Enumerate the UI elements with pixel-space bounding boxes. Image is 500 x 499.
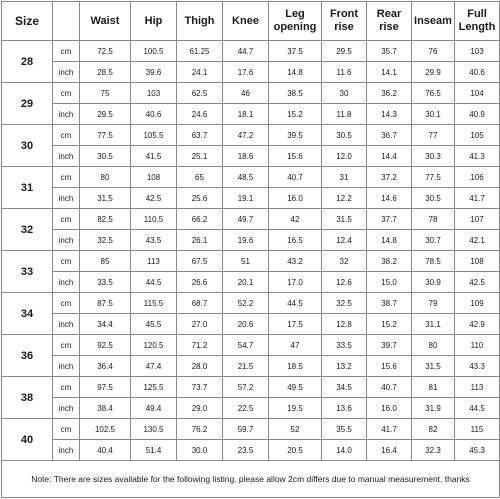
measurement-cell: 66.2: [177, 209, 223, 230]
measurement-cell: 14.6: [367, 188, 412, 209]
unit-cell: inch: [53, 314, 80, 335]
measurement-cell: 43.3: [455, 356, 500, 377]
measurement-cell: 72.5: [80, 41, 131, 62]
table-row: [2, 41, 500, 62]
measurement-cell: 32.5: [322, 293, 367, 314]
measurement-cell: 57.2: [223, 377, 269, 398]
measurement-cell: 97.5: [80, 377, 131, 398]
measurement-cell: 125.5: [131, 377, 177, 398]
measurement-cell: 39.5: [269, 125, 322, 146]
measurement-cell: 14.8: [367, 230, 412, 251]
waist-header: Waist: [80, 2, 131, 41]
measurement-cell: 12.8: [322, 314, 367, 335]
measurement-cell: 73.7: [177, 377, 223, 398]
unit-cell: inch: [53, 356, 80, 377]
measurement-cell: 52: [269, 419, 322, 440]
unit-cell: inch: [53, 62, 80, 83]
unit-cell: inch: [53, 230, 80, 251]
measurement-cell: 15.2: [269, 104, 322, 125]
unit-cell: cm: [53, 335, 80, 356]
front-rise-header: Front rise: [322, 2, 367, 41]
measurement-cell: 75: [80, 83, 131, 104]
measurement-cell: 38.2: [367, 251, 412, 272]
measurement-cell: 85: [80, 251, 131, 272]
leg-opening-header: Leg opening: [269, 2, 322, 41]
size-cell: 30: [2, 125, 53, 167]
table-row: [2, 272, 500, 293]
measurement-cell: 105.5: [131, 125, 177, 146]
measurement-cell: 18.5: [269, 356, 322, 377]
unit-cell: inch: [53, 104, 80, 125]
measurement-cell: 130.5: [131, 419, 177, 440]
measurement-cell: 103: [455, 41, 500, 62]
table-row: [2, 398, 500, 419]
measurement-note: Note: There are sizes available for the following listing. please allow 2cm differs due to manual measurement, thanks: [2, 461, 500, 498]
measurement-cell: 11.6: [322, 62, 367, 83]
measurement-cell: 37.7: [367, 209, 412, 230]
size-cell: 32: [2, 209, 53, 251]
measurement-cell: 11.8: [322, 104, 367, 125]
measurement-cell: 26.6: [177, 272, 223, 293]
measurement-cell: 14.8: [269, 62, 322, 83]
measurement-cell: 32.5: [80, 230, 131, 251]
measurement-cell: 78.5: [412, 251, 455, 272]
measurement-cell: 31.5: [412, 356, 455, 377]
size-cell: 28: [2, 41, 53, 83]
measurement-cell: 80: [412, 335, 455, 356]
table-row: [2, 419, 500, 440]
measurement-cell: 36.7: [367, 125, 412, 146]
size-cell: 29: [2, 83, 53, 125]
table-row: [2, 209, 500, 230]
full-length-header: Full Length: [455, 2, 500, 41]
measurement-cell: 38.4: [80, 398, 131, 419]
unit-cell: inch: [53, 146, 80, 167]
rear-rise-header: Rear rise: [367, 2, 412, 41]
unit-cell: inch: [53, 440, 80, 461]
knee-header: Knee: [223, 2, 269, 41]
measurement-cell: 49.7: [223, 209, 269, 230]
measurement-cell: 77: [412, 125, 455, 146]
unit-cell: cm: [53, 167, 80, 188]
measurement-cell: 52.2: [223, 293, 269, 314]
measurement-cell: 39.7: [367, 335, 412, 356]
measurement-cell: 59.7: [223, 419, 269, 440]
measurement-cell: 31: [322, 167, 367, 188]
measurement-cell: 68.7: [177, 293, 223, 314]
measurement-cell: 12.6: [322, 272, 367, 293]
table-row: [2, 188, 500, 209]
measurement-cell: 28.0: [177, 356, 223, 377]
measurement-cell: 30: [322, 83, 367, 104]
measurement-cell: 42.9: [455, 314, 500, 335]
note-row: [2, 461, 500, 498]
measurement-cell: 42: [269, 209, 322, 230]
measurement-cell: 40.6: [131, 104, 177, 125]
measurement-cell: 30.5: [412, 188, 455, 209]
inseam-header: Inseam: [412, 2, 455, 41]
table-row: [2, 83, 500, 104]
measurement-cell: 82: [412, 419, 455, 440]
measurement-cell: 19.5: [269, 398, 322, 419]
measurement-cell: 33.5: [80, 272, 131, 293]
measurement-cell: 16.0: [269, 188, 322, 209]
measurement-cell: 76.2: [177, 419, 223, 440]
measurement-cell: 12.2: [322, 188, 367, 209]
measurement-cell: 13.2: [322, 356, 367, 377]
measurement-cell: 110.5: [131, 209, 177, 230]
size-cell: 31: [2, 167, 53, 209]
measurement-cell: 22.5: [223, 398, 269, 419]
measurement-cell: 113: [455, 377, 500, 398]
measurement-cell: 31.9: [412, 398, 455, 419]
measurement-cell: 15.0: [367, 272, 412, 293]
table-body: [2, 41, 500, 461]
size-cell: 36: [2, 335, 53, 377]
measurement-cell: 30.1: [412, 104, 455, 125]
measurement-cell: 32: [322, 251, 367, 272]
table-header: [2, 2, 500, 41]
unit-cell: cm: [53, 41, 80, 62]
size-cell: 34: [2, 293, 53, 335]
measurement-cell: 30.9: [412, 272, 455, 293]
measurement-cell: 33.5: [322, 335, 367, 356]
measurement-cell: 16.5: [269, 230, 322, 251]
measurement-cell: 40.7: [269, 167, 322, 188]
table-row: [2, 104, 500, 125]
measurement-cell: 38.7: [367, 293, 412, 314]
measurement-cell: 41.7: [367, 419, 412, 440]
measurement-cell: 76: [412, 41, 455, 62]
table-footer: [2, 461, 500, 498]
unit-cell: cm: [53, 419, 80, 440]
measurement-cell: 100.5: [131, 41, 177, 62]
measurement-cell: 37.5: [269, 41, 322, 62]
measurement-cell: 49.5: [269, 377, 322, 398]
measurement-cell: 76.5: [412, 83, 455, 104]
hip-header: Hip: [131, 2, 177, 41]
measurement-cell: 62.5: [177, 83, 223, 104]
measurement-cell: 43.5: [131, 230, 177, 251]
measurement-cell: 13.6: [322, 398, 367, 419]
measurement-cell: 37.2: [367, 167, 412, 188]
measurement-cell: 14.4: [367, 146, 412, 167]
measurement-cell: 71.2: [177, 335, 223, 356]
measurement-cell: 36.4: [80, 356, 131, 377]
measurement-cell: 30.5: [80, 146, 131, 167]
measurement-cell: 31.5: [322, 209, 367, 230]
measurement-cell: 35.7: [367, 41, 412, 62]
table-row: [2, 314, 500, 335]
size-cell: 38: [2, 377, 53, 419]
unit-cell: inch: [53, 398, 80, 419]
measurement-cell: 27.0: [177, 314, 223, 335]
measurement-cell: 44.7: [223, 41, 269, 62]
measurement-cell: 108: [455, 251, 500, 272]
measurement-cell: 44.5: [455, 398, 500, 419]
measurement-cell: 14.1: [367, 62, 412, 83]
measurement-cell: 31.5: [80, 188, 131, 209]
measurement-cell: 30.0: [177, 440, 223, 461]
measurement-cell: 19.1: [223, 188, 269, 209]
measurement-cell: 18.1: [223, 104, 269, 125]
table-row: [2, 440, 500, 461]
measurement-cell: 43.2: [269, 251, 322, 272]
measurement-cell: 87.5: [80, 293, 131, 314]
table-row: [2, 146, 500, 167]
measurement-cell: 82.5: [80, 209, 131, 230]
measurement-cell: 12.0: [322, 146, 367, 167]
measurement-cell: 41.3: [455, 146, 500, 167]
unit-cell: cm: [53, 83, 80, 104]
measurement-cell: 67.5: [177, 251, 223, 272]
measurement-cell: 106: [455, 167, 500, 188]
measurement-cell: 40.7: [367, 377, 412, 398]
measurement-cell: 78: [412, 209, 455, 230]
measurement-cell: 44.5: [131, 272, 177, 293]
measurement-cell: 41.5: [131, 146, 177, 167]
measurement-cell: 81: [412, 377, 455, 398]
table-row: [2, 356, 500, 377]
measurement-cell: 115: [455, 419, 500, 440]
measurement-cell: 16.4: [367, 440, 412, 461]
table-row: [2, 251, 500, 272]
size-cell: 33: [2, 251, 53, 293]
measurement-cell: 44.5: [269, 293, 322, 314]
measurement-cell: 41.7: [455, 188, 500, 209]
measurement-cell: 108: [131, 167, 177, 188]
measurement-cell: 25.6: [177, 188, 223, 209]
measurement-cell: 24.1: [177, 62, 223, 83]
measurement-cell: 15.6: [367, 356, 412, 377]
measurement-cell: 42.5: [455, 272, 500, 293]
size-header: Size: [2, 2, 53, 41]
measurement-cell: 120.5: [131, 335, 177, 356]
measurement-cell: 47.4: [131, 356, 177, 377]
measurement-cell: 63.7: [177, 125, 223, 146]
measurement-cell: 34.4: [80, 314, 131, 335]
measurement-cell: 38.5: [269, 83, 322, 104]
measurement-cell: 49.4: [131, 398, 177, 419]
header-row: [2, 2, 500, 41]
measurement-cell: 20.6: [223, 314, 269, 335]
measurement-cell: 107: [455, 209, 500, 230]
measurement-cell: 17.0: [269, 272, 322, 293]
measurement-cell: 28.5: [80, 62, 131, 83]
measurement-cell: 36.2: [367, 83, 412, 104]
measurement-cell: 105: [455, 125, 500, 146]
measurement-cell: 17.6: [223, 62, 269, 83]
measurement-cell: 30.5: [322, 125, 367, 146]
measurement-cell: 51: [223, 251, 269, 272]
table-row: [2, 167, 500, 188]
measurement-cell: 29.9: [412, 62, 455, 83]
measurement-cell: 29.0: [177, 398, 223, 419]
unit-cell: cm: [53, 125, 80, 146]
measurement-cell: 14.0: [322, 440, 367, 461]
measurement-cell: 45.5: [131, 314, 177, 335]
measurement-cell: 42.5: [131, 188, 177, 209]
measurement-cell: 61.25: [177, 41, 223, 62]
measurement-cell: 17.5: [269, 314, 322, 335]
measurement-cell: 23.5: [223, 440, 269, 461]
table-row: [2, 377, 500, 398]
unit-cell: inch: [53, 272, 80, 293]
measurement-cell: 30.3: [412, 146, 455, 167]
measurement-cell: 103: [131, 83, 177, 104]
measurement-cell: 109: [455, 293, 500, 314]
unit-cell: cm: [53, 377, 80, 398]
measurement-cell: 110: [455, 335, 500, 356]
measurement-cell: 24.6: [177, 104, 223, 125]
size-chart-sheet: [1, 1, 499, 497]
measurement-cell: 16.0: [367, 398, 412, 419]
measurement-cell: 21.5: [223, 356, 269, 377]
table-row: [2, 335, 500, 356]
measurement-cell: 25.1: [177, 146, 223, 167]
measurement-cell: 39.6: [131, 62, 177, 83]
measurement-cell: 113: [131, 251, 177, 272]
measurement-cell: 77.5: [412, 167, 455, 188]
measurement-cell: 15.2: [367, 314, 412, 335]
measurement-cell: 20.1: [223, 272, 269, 293]
measurement-cell: 48.5: [223, 167, 269, 188]
measurement-cell: 29.5: [322, 41, 367, 62]
measurement-cell: 47.2: [223, 125, 269, 146]
table-row: [2, 293, 500, 314]
measurement-cell: 80: [80, 167, 131, 188]
size-chart-table: [1, 1, 500, 498]
measurement-cell: 115.5: [131, 293, 177, 314]
measurement-cell: 34.5: [322, 377, 367, 398]
measurement-cell: 47: [269, 335, 322, 356]
measurement-cell: 15.6: [269, 146, 322, 167]
measurement-cell: 20.5: [269, 440, 322, 461]
thigh-header: Thigh: [177, 2, 223, 41]
measurement-cell: 40.4: [80, 440, 131, 461]
measurement-cell: 104: [455, 83, 500, 104]
measurement-cell: 79: [412, 293, 455, 314]
measurement-cell: 92.5: [80, 335, 131, 356]
measurement-cell: 26.1: [177, 230, 223, 251]
table-row: [2, 230, 500, 251]
unit-cell: cm: [53, 251, 80, 272]
measurement-cell: 19.6: [223, 230, 269, 251]
measurement-cell: 30.7: [412, 230, 455, 251]
measurement-cell: 40.6: [455, 62, 500, 83]
measurement-cell: 65: [177, 167, 223, 188]
table-row: [2, 125, 500, 146]
measurement-cell: 35.5: [322, 419, 367, 440]
unit-header: [53, 2, 80, 41]
table-row: [2, 62, 500, 83]
unit-cell: cm: [53, 293, 80, 314]
measurement-cell: 77.5: [80, 125, 131, 146]
measurement-cell: 45.3: [455, 440, 500, 461]
measurement-cell: 12.4: [322, 230, 367, 251]
measurement-cell: 46: [223, 83, 269, 104]
measurement-cell: 32.3: [412, 440, 455, 461]
unit-cell: inch: [53, 188, 80, 209]
unit-cell: cm: [53, 209, 80, 230]
measurement-cell: 31.1: [412, 314, 455, 335]
measurement-cell: 54.7: [223, 335, 269, 356]
measurement-cell: 40.9: [455, 104, 500, 125]
measurement-cell: 29.5: [80, 104, 131, 125]
measurement-cell: 18.6: [223, 146, 269, 167]
size-cell: 40: [2, 419, 53, 461]
measurement-cell: 102.5: [80, 419, 131, 440]
measurement-cell: 14.3: [367, 104, 412, 125]
measurement-cell: 42.1: [455, 230, 500, 251]
measurement-cell: 51.4: [131, 440, 177, 461]
